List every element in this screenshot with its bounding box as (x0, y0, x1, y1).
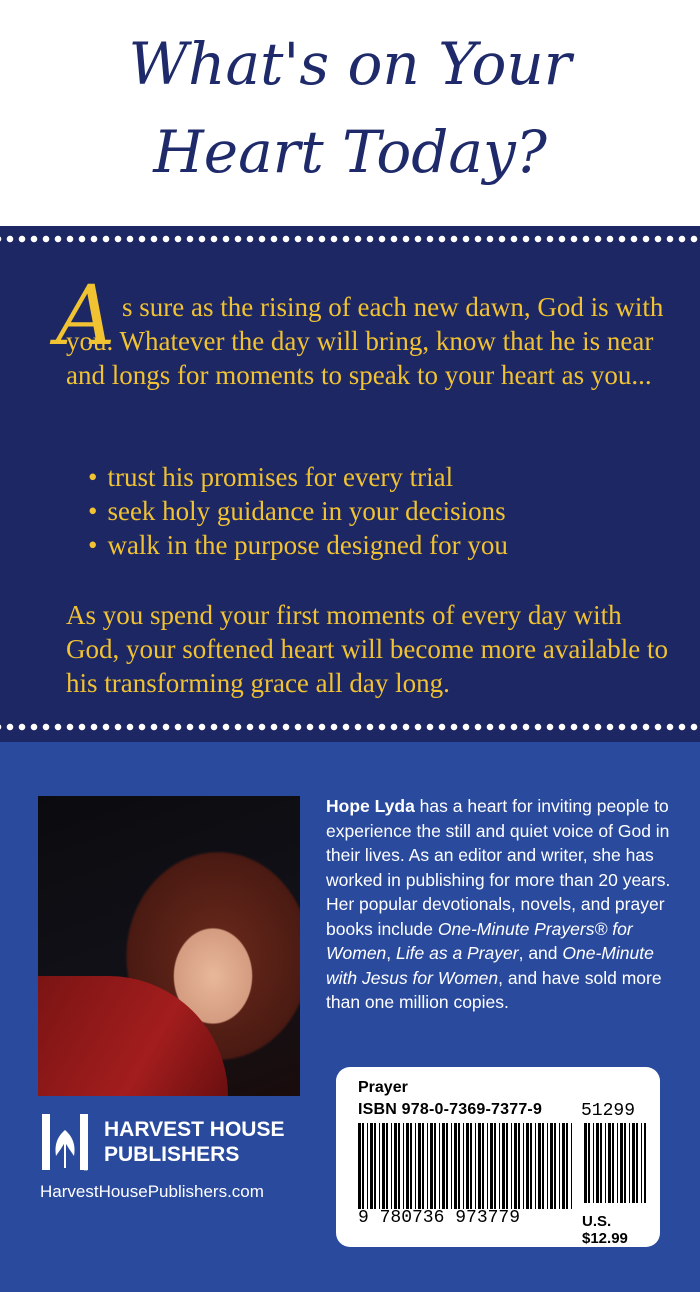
barcode-bar (466, 1123, 469, 1209)
barcode-bar (588, 1123, 590, 1203)
barcode-bar (382, 1123, 385, 1209)
barcode-bar (394, 1123, 397, 1209)
bio-text-1: has a heart for inviting people to experience the still and quiet voice of God in their lives. As an editor and writer, she has worked in publishing for more than 20 years. Her popular devotionals, novels, and prayer books include (326, 796, 671, 939)
barcode-bar (374, 1123, 376, 1209)
barcode-bar (511, 1123, 512, 1209)
barcode-bar (518, 1123, 520, 1209)
registered-mark: ® (83, 1166, 89, 1172)
barcode-bar (398, 1123, 400, 1209)
barcode-bar (427, 1123, 428, 1209)
barcode-bar (478, 1123, 481, 1209)
cover-title-line-1: What's on Your (128, 30, 572, 98)
bullet-list (88, 460, 508, 562)
barcode-bar (547, 1123, 548, 1209)
book-title-1: One-Minute Prayers® for Women (326, 918, 633, 963)
barcode-digits: 9 780736 973779 (358, 1208, 521, 1228)
barcode-bar (526, 1123, 529, 1209)
barcode-isbn: ISBN 978-0-7369-7377-9 (358, 1101, 543, 1118)
blurb-intro (56, 269, 676, 392)
barcode-bar (620, 1123, 623, 1203)
barcode-bar (439, 1123, 440, 1209)
barcode-bar (629, 1123, 630, 1203)
barcode-bar (358, 1123, 361, 1209)
bullet-item: • trust his promises for every trial (88, 460, 508, 494)
barcode-bar (538, 1123, 541, 1209)
barcode-bar (535, 1123, 536, 1209)
barcode-bar (475, 1123, 476, 1209)
bio-separator-2: , and (518, 943, 563, 963)
barcode-bar (499, 1123, 500, 1209)
barcode-bar (605, 1123, 606, 1203)
barcode-bar (612, 1123, 614, 1203)
price: U.S. $12.99 (582, 1213, 628, 1247)
barcode-bar (530, 1123, 532, 1209)
title-band (0, 0, 700, 226)
book-title-2: Life as a Prayer (396, 943, 519, 963)
barcode-bar (624, 1123, 626, 1203)
bio-text-2: , and have sold more than one million copies. (326, 967, 662, 1012)
barcode-bar (514, 1123, 517, 1209)
barcode-bar (632, 1123, 635, 1203)
barcode-bar (490, 1123, 493, 1209)
barcode-bar (446, 1123, 448, 1209)
dotted-border-top (0, 234, 700, 244)
barcode-bar (494, 1123, 496, 1209)
barcode-bar (600, 1123, 602, 1203)
barcode-bar (482, 1123, 484, 1209)
barcode-bar (367, 1123, 368, 1209)
barcode-bar (554, 1123, 556, 1209)
author-panel (0, 742, 700, 1292)
barcode-bar (596, 1123, 599, 1203)
barcode-bar (487, 1123, 488, 1209)
barcode-bar (523, 1123, 524, 1209)
blurb-closing: As you spend your first moments of every day with God, your softened heart will become more available to his transforming grace all day long. (66, 600, 669, 698)
drop-cap: A (56, 269, 116, 364)
barcode-category: Prayer (358, 1079, 408, 1096)
barcode-bar (370, 1123, 373, 1209)
book-title-3: One-Minute with Jesus for Women (326, 943, 654, 988)
barcode-bar (386, 1123, 388, 1209)
barcode-box (336, 1067, 660, 1247)
barcode-bar (362, 1123, 364, 1209)
barcode-bar (451, 1123, 452, 1209)
barcode-bar (434, 1123, 436, 1209)
dotted-border-bottom (0, 722, 700, 732)
bullet-item: • walk in the purpose designed for you (88, 528, 508, 562)
barcode-bar (571, 1123, 572, 1209)
barcode-bar (442, 1123, 445, 1209)
barcode-bar (502, 1123, 505, 1209)
barcode-bar (506, 1123, 508, 1209)
barcode-bar (458, 1123, 460, 1209)
author-bio (326, 794, 671, 1015)
barcode-bar (430, 1123, 433, 1209)
barcode-bar (422, 1123, 424, 1209)
bullet-item: • seek holy guidance in your decisions (88, 494, 508, 528)
publisher-name-line-1: HARVEST HOUSE (104, 1118, 285, 1141)
barcode-bar (617, 1123, 618, 1203)
barcode-addon-code: 51299 (581, 1101, 636, 1121)
barcode-bar (542, 1123, 544, 1209)
barcode-bar (379, 1123, 380, 1209)
barcode-bar (463, 1123, 464, 1209)
blurb-panel (0, 226, 700, 742)
barcode-bar (562, 1123, 565, 1209)
cover-title-line-2: Heart Today? (153, 118, 547, 186)
barcode-bar (415, 1123, 416, 1209)
author-name: Hope Lyda (326, 796, 415, 816)
barcode-bar (403, 1123, 404, 1209)
publisher-logo-icon (40, 1112, 90, 1172)
barcode-bar (641, 1123, 642, 1203)
barcode-bar (559, 1123, 560, 1209)
barcode-bar (418, 1123, 421, 1209)
barcode-bar (470, 1123, 472, 1209)
ean-barcode (358, 1123, 573, 1209)
publisher-url: HarvestHousePublishers.com (40, 1182, 264, 1201)
barcode-bar (410, 1123, 412, 1209)
barcode-bar (566, 1123, 568, 1209)
addon-barcode (584, 1123, 646, 1203)
barcode-bar (584, 1123, 587, 1203)
barcode-bar (636, 1123, 638, 1203)
barcode-bar (550, 1123, 553, 1209)
barcode-bar (593, 1123, 594, 1203)
barcode-bar (454, 1123, 457, 1209)
barcode-bar (406, 1123, 409, 1209)
publisher-name (104, 1117, 284, 1167)
author-photo (38, 796, 300, 1096)
bio-separator-1: , (386, 943, 397, 963)
author-photo-shirt (38, 976, 228, 1096)
publisher-name-line-2: PUBLISHERS (104, 1143, 240, 1166)
intro-text: s sure as the rising of each new dawn, God is with you. Whatever the day will bring, know that he is near and longs for moments to speak to your heart as you... (66, 292, 664, 390)
barcode-bar (608, 1123, 611, 1203)
barcode-bar (391, 1123, 392, 1209)
barcode-bar (644, 1123, 646, 1203)
